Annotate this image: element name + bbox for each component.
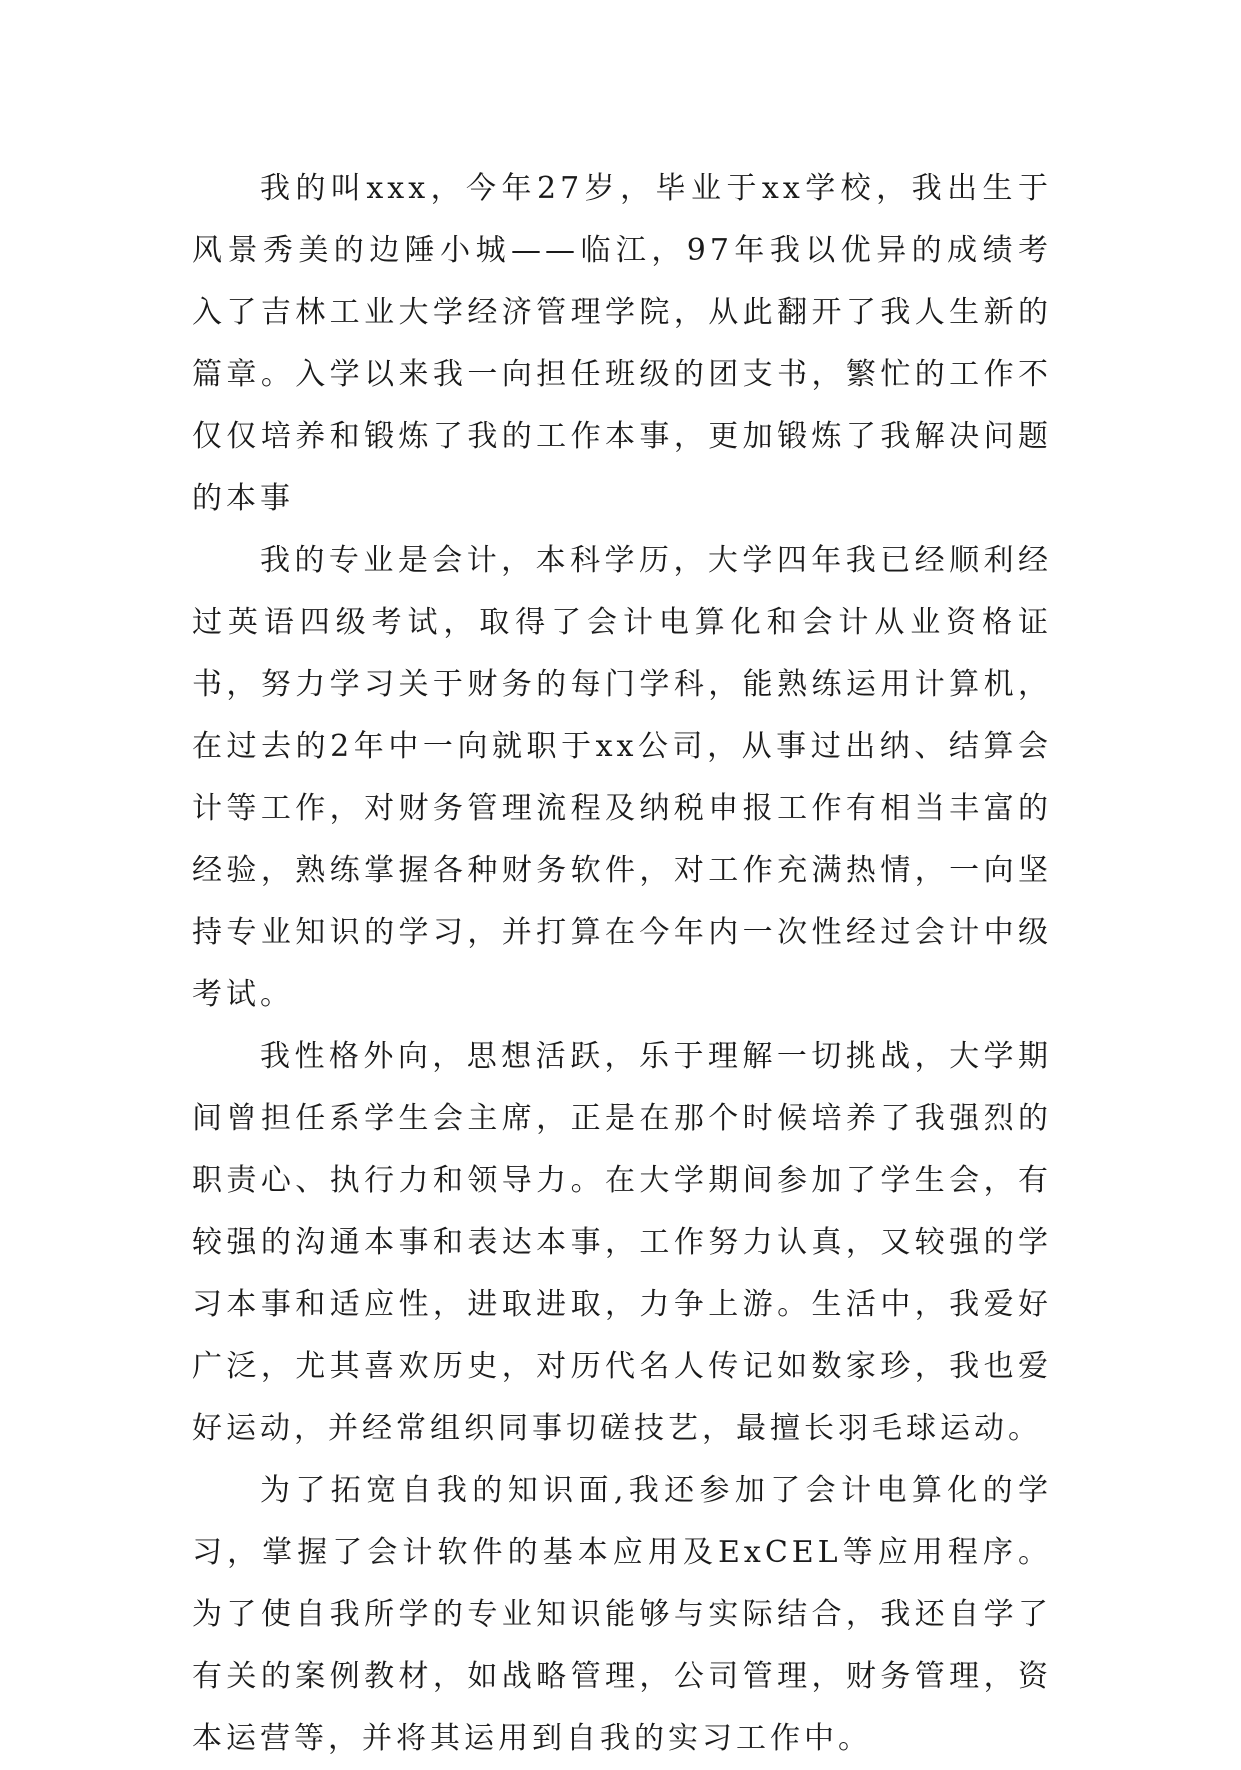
- paragraph-1: 我的叫xxx，今年27岁，毕业于xx学校，我出生于风景秀美的边陲小城——临江，97年我以优异的成绩考入了吉林工业大学经济管理学院，从此翻开了我人生新的篇章。入学以来我一向担任班级的团支书，繁忙的工作不仅仅培养和锻炼了我的工作本事，更加锻炼了我解决问题的本事: [192, 171, 1052, 516]
- document-body: [192, 158, 1052, 1770]
- paragraph-2: 我的专业是会计，本科学历，大学四年我已经顺利经过英语四级考试，取得了会计电算化和会计从业资格证书，努力学习关于财务的每门学科，能熟练运用计算机，在过去的2年中一向就职于xx公司，从事过出纳、结算会计等工作，对财务管理流程及纳税申报工作有相当丰富的经验，熟练掌握各种财务软件，对工作充满热情，一向坚持专业知识的学习，并打算在今年内一次性经过会计中级考试。: [192, 543, 1052, 1012]
- paragraph-3: 我性格外向，思想活跃，乐于理解一切挑战，大学期间曾担任系学生会主席，正是在那个时候培养了我强烈的职责心、执行力和领导力。在大学期间参加了学生会，有较强的沟通本事和表达本事，工作努力认真，又较强的学习本事和适应性，进取进取，力争上游。生活中，我爱好广泛，尤其喜欢历史，对历代名人传记如数家珍，我也爱好运动，并经常组织同事切磋技艺，最擅长羽毛球运动。: [192, 1039, 1052, 1446]
- paragraph-4: 为了拓宽自我的知识面,我还参加了会计电算化的学习，掌握了会计软件的基本应用及ExCEL等应用程序。为了使自我所学的专业知识能够与实际结合，我还自学了有关的案例教材，如战略管理，公司管理，财务管理，资本运营等，并将其运用到自我的实习工作中。: [192, 1473, 1052, 1756]
